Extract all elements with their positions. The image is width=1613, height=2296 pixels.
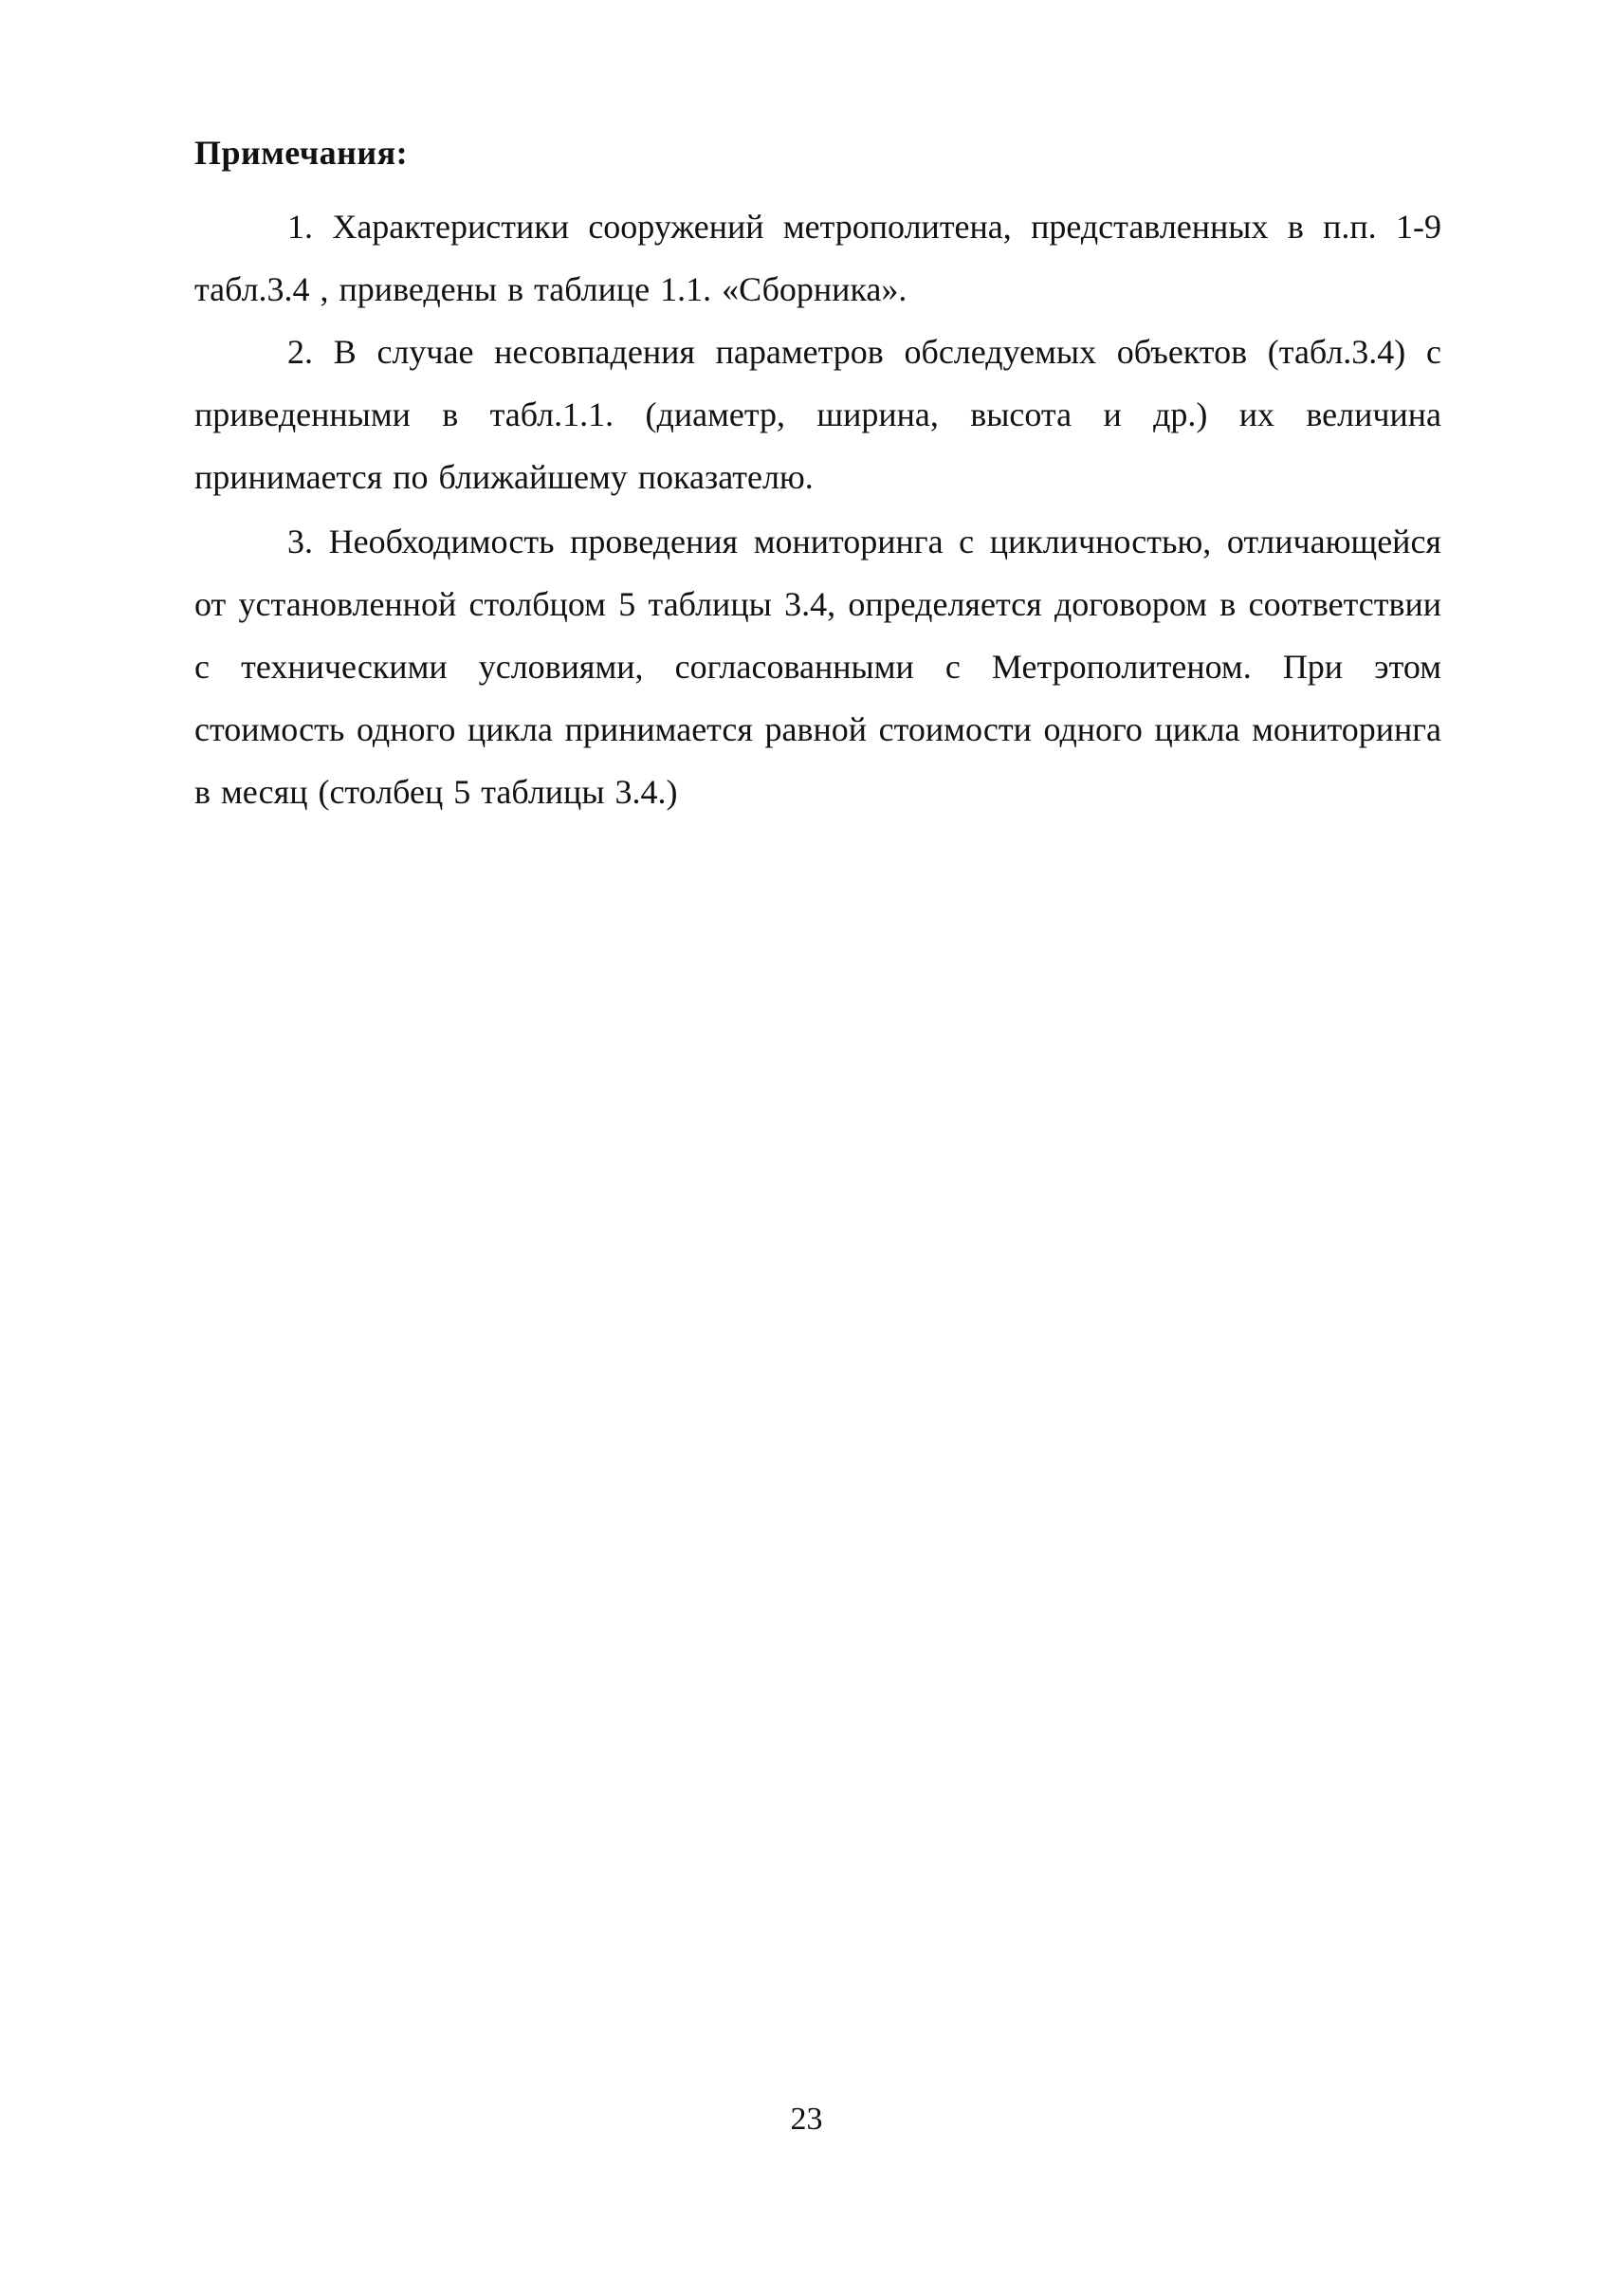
notes-heading: Примечания: xyxy=(194,134,409,172)
note-item-1: 1. Характеристики сооружений метрополитена, представленных в п.п. 1-9 табл.3.4 , приведены в таблице 1.1. «Сборника». xyxy=(194,208,1441,308)
note-item-3: 3. Необходимость проведения мониторинга с цикличностью, отличающейся от установленной столбцом 5 таблицы 3.4, определяется договором в соответствии с техническими условиями, согласованными с Метрополитеном. При этом стоимость одного цикла принимается равной стоимости одного цикла мониторинга в месяц (столбец 5 таблицы 3.4.) xyxy=(194,523,1441,811)
note-item-2: 2. В случае несовпадения параметров обследуемых объектов (табл.3.4) с приведенными в табл.1.1. (диаметр, ширина, высота и др.) их величина принимается по ближайшему показателю. xyxy=(194,333,1441,496)
page-number: 23 xyxy=(790,2102,823,2137)
